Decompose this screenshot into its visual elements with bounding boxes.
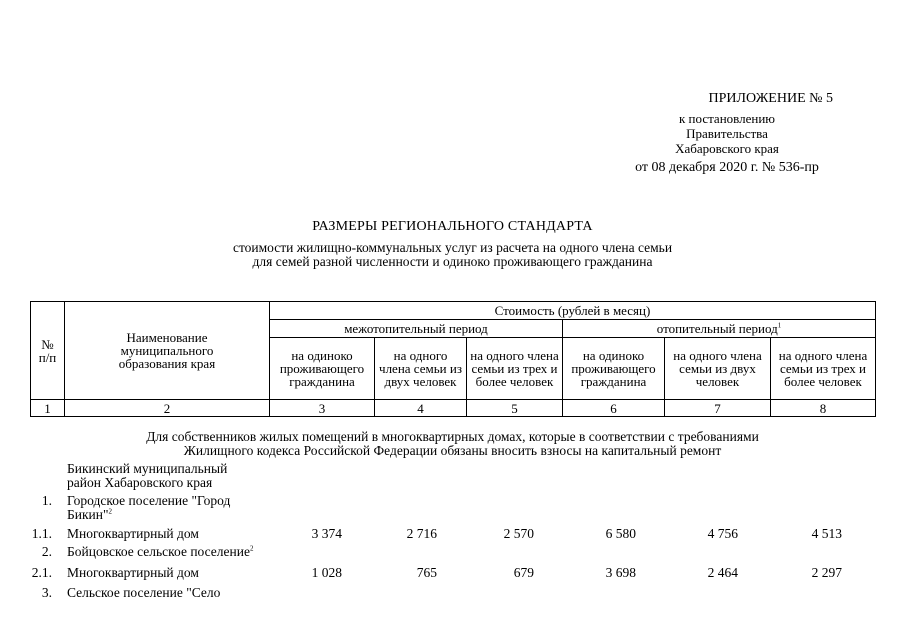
appendix-line-3: Хабаровского края [675,141,779,156]
row-num: 2. [41,544,52,559]
section-line-1: Для собственников жилых помещений в многоквартирных домах, которые в соответствии с требованиями [146,429,759,444]
appendix-title: ПРИЛОЖЕНИЕ № 5 [708,91,833,106]
row-name: Бикинский муниципальный район Хабаровского края [67,461,228,490]
value-cell: 4 513 [811,526,842,541]
appendix-line-1: к постановлению [678,111,776,126]
footnote-mark: 2 [249,544,254,553]
row-name: Бойцовское сельское поселение$^2$ [67,544,254,559]
col-number: 2 [65,400,270,417]
document-title: РАЗМЕРЫ РЕГИОНАЛЬНОГО СТАНДАРТА [312,219,593,234]
col-number: 4 [375,400,467,417]
col-number: 3 [270,400,375,417]
header-period-1: межотопительный период [270,320,563,338]
header-col-single-2: на одиноко проживающего гражданина [563,338,665,400]
document-subtitle [0,241,905,269]
value-cell: 3 374 [311,526,342,541]
header-period-2: отопительный период$^1$ [563,320,876,338]
appendix-line-2: Правительства [686,126,768,141]
footnote-mark: 1 [777,321,782,330]
header-cost: Стоимость (рублей в месяц) [270,302,876,320]
row-num: 3. [41,585,52,600]
col-number: 6 [563,400,665,417]
value-cell: 765 [416,565,437,580]
header-table [30,301,876,417]
value-cell: 4 756 [707,526,738,541]
appendix-block [607,91,847,175]
header-col-two-2: на одного члена семьи из двух человек [665,338,771,400]
value-cell: 2 297 [811,565,842,580]
row-name: Многоквартирный дом [67,526,199,541]
row-name: Городское поселение "Город Бикин"$^2$ [67,493,231,522]
section-line-2: Жилищного кодекса Российской Федерации обязаны вносить взносы на капитальный ремонт [183,443,722,458]
value-cell: 3 698 [605,565,636,580]
row-name: Многоквартирный дом [67,565,199,580]
row-name: Сельское поселение "Село [67,585,221,600]
header-col-single-1: на одиноко проживающего гражданина [270,338,375,400]
header-num: № п/п [31,302,65,400]
subtitle-line-1: стоимости жилищно-коммунальных услуг из расчета на одного члена семьи [232,240,673,255]
value-cell: 6 580 [605,526,636,541]
header-col-two-1: на одного члена семьи из двух человек [375,338,467,400]
row-num: 1.1. [31,526,52,541]
subtitle-line-2: для семей разной численности и одиноко проживающего гражданина [252,254,653,269]
value-cell: 679 [513,565,534,580]
footnote-mark: 2 [108,507,112,516]
row-num: 2.1. [31,565,52,580]
value-cell: 1 028 [311,565,342,580]
header-name: Наименование муниципального образования края [65,302,270,400]
col-number: 1 [31,400,65,417]
col-number: 5 [467,400,563,417]
value-cell: 2 464 [707,565,738,580]
value-cell: 2 570 [503,526,534,541]
header-col-three-2: на одного члена семьи из трех и более человек [771,338,876,400]
row-num: 1. [41,493,52,508]
col-number: 8 [771,400,876,417]
header-col-three-1: на одного члена семьи из трех и более человек [467,338,563,400]
value-cell: 2 716 [406,526,437,541]
section-heading [0,430,905,458]
appendix-date: от 08 декабря 2020 г. № 536-пр [635,160,819,175]
col-number: 7 [665,400,771,417]
